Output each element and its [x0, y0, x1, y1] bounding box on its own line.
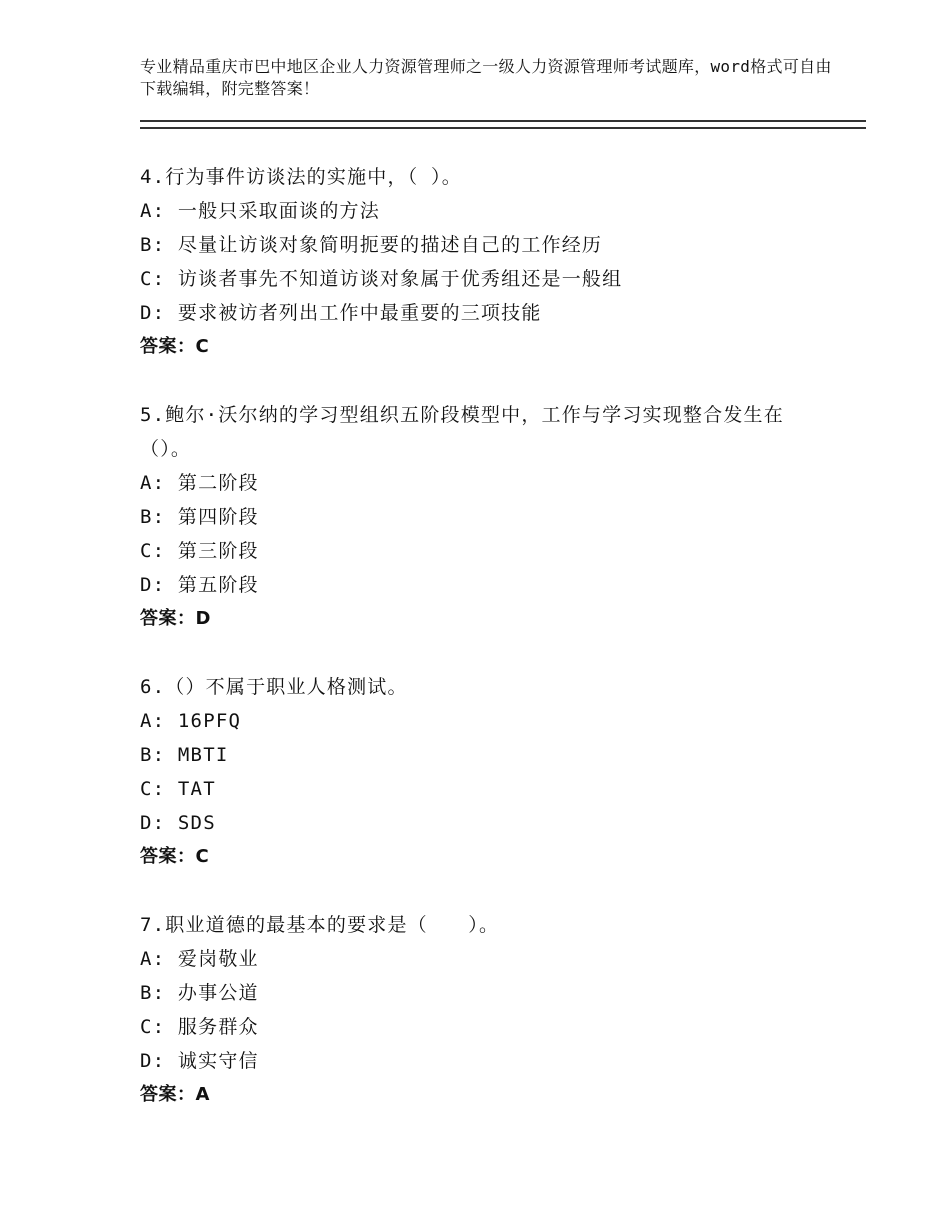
option-a: A: 16PFQ — [140, 710, 242, 732]
option-b: B: 第四阶段 — [140, 506, 259, 528]
option-c: C: 访谈者事先不知道访谈对象属于优秀组还是一般组 — [140, 268, 623, 290]
option-b: B: 尽量让访谈对象简明扼要的描述自己的工作经历 — [140, 234, 603, 256]
question-4 — [140, 160, 830, 364]
document-header: 专业精品重庆市巴中地区企业人力资源管理师之一级人力资源管理师考试题库，word格式可自由下载编辑，附完整答案！ — [140, 57, 832, 98]
option-b: B: 办事公道 — [140, 982, 259, 1004]
question-5 — [140, 398, 830, 636]
option-c: C: 第三阶段 — [140, 540, 259, 562]
option-c: C: TAT — [140, 778, 216, 800]
answer: 答案：D — [140, 608, 211, 629]
question-text: 6.（）不属于职业人格测试。 — [140, 676, 408, 698]
question-6 — [140, 670, 830, 874]
option-c: C: 服务群众 — [140, 1016, 259, 1038]
question-text: 4.行为事件访谈法的实施中，（ ）。 — [140, 166, 462, 188]
answer: 答案：C — [140, 846, 210, 867]
answer: 答案：A — [140, 1084, 210, 1105]
option-d: D: 第五阶段 — [140, 574, 259, 596]
option-a: A: 爱岗敬业 — [140, 948, 259, 970]
option-d: D: SDS — [140, 812, 216, 834]
option-a: A: 一般只采取面谈的方法 — [140, 200, 380, 222]
option-d: D: 诚实守信 — [140, 1050, 259, 1072]
option-b: B: MBTI — [140, 744, 229, 766]
question-text: 5.鲍尔·沃尔纳的学习型组织五阶段模型中，工作与学习实现整合发生在（）。 — [140, 404, 784, 460]
question-7 — [140, 908, 830, 1112]
header-divider — [140, 120, 866, 129]
question-list — [140, 160, 830, 1146]
answer: 答案：C — [140, 336, 210, 357]
question-text: 7.职业道德的最基本的要求是（ ）。 — [140, 914, 500, 936]
option-a: A: 第二阶段 — [140, 472, 259, 494]
option-d: D: 要求被访者列出工作中最重要的三项技能 — [140, 302, 542, 324]
